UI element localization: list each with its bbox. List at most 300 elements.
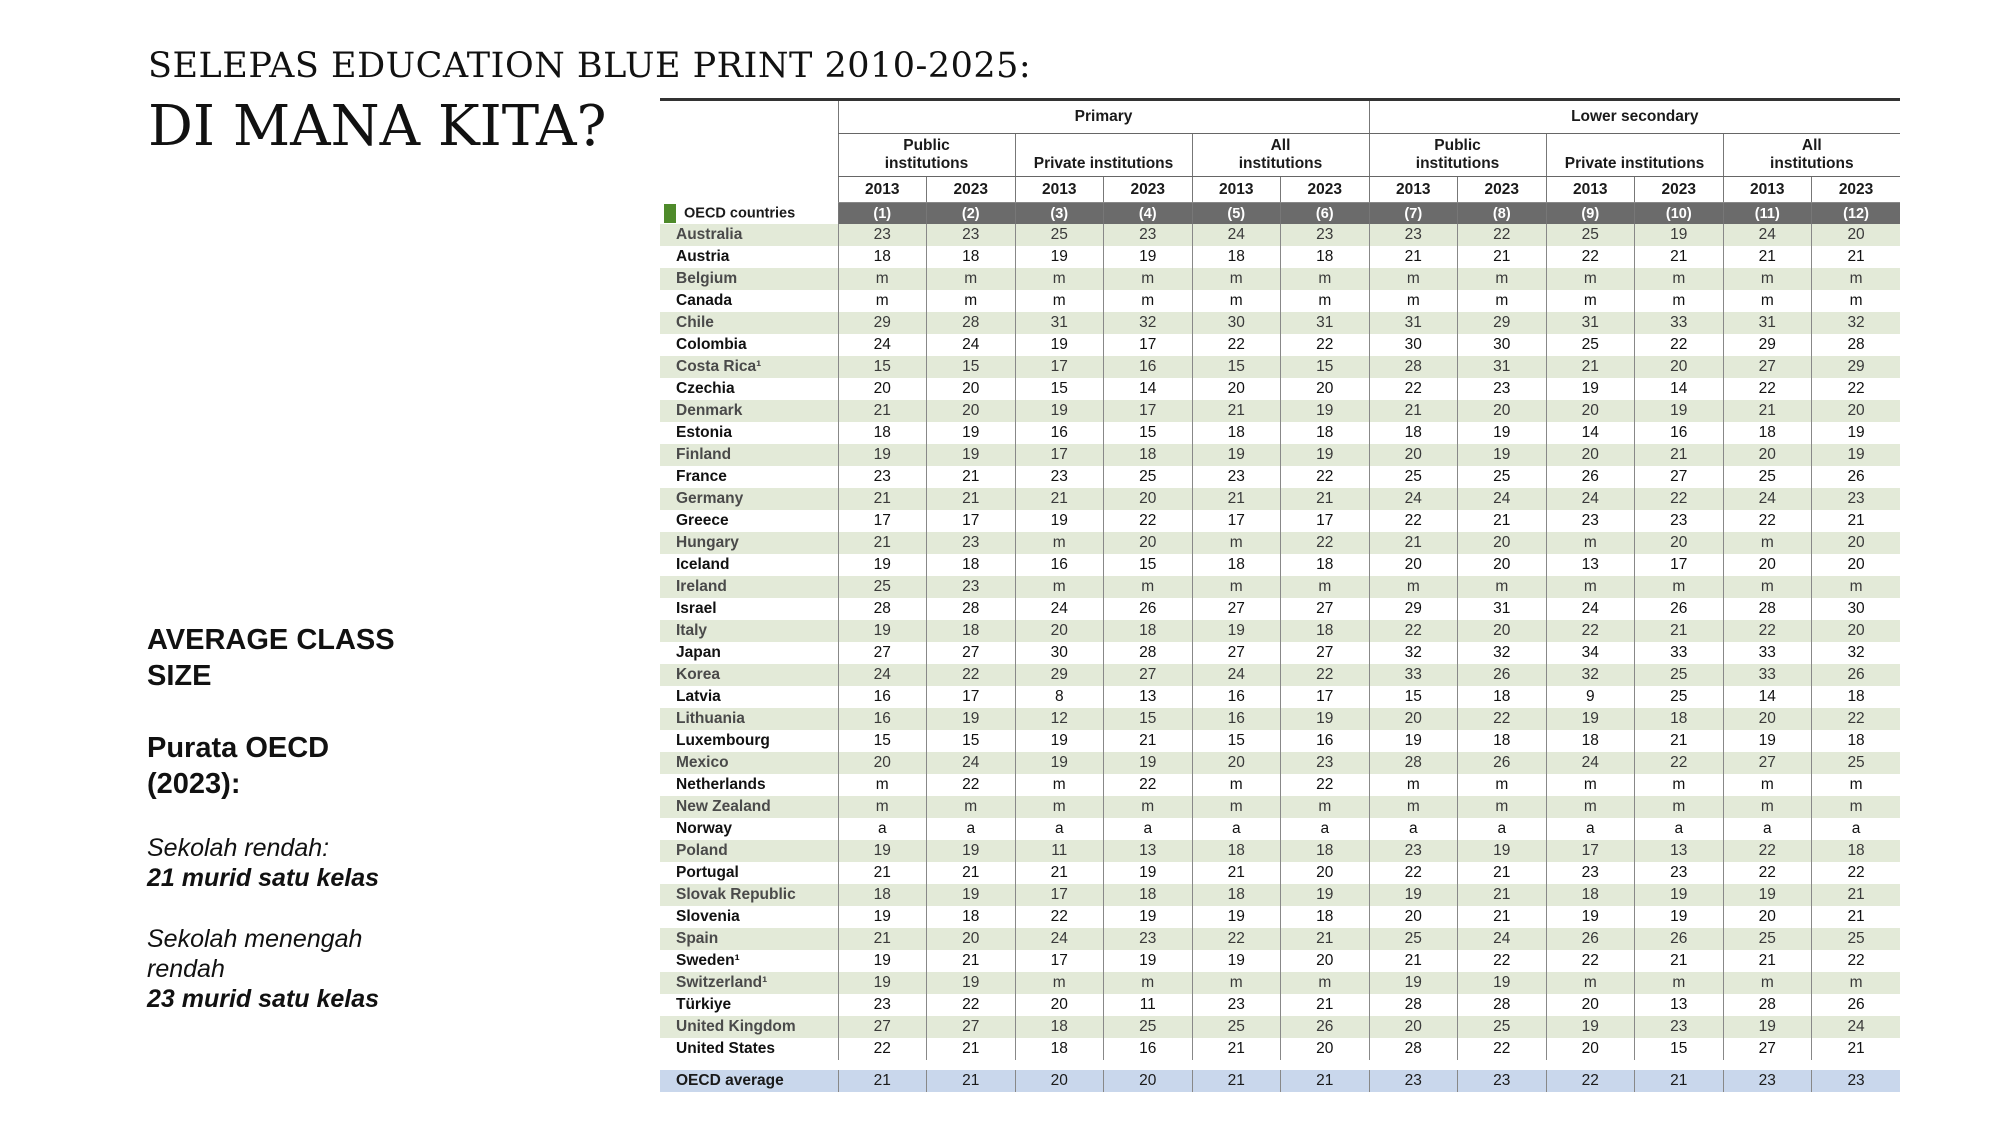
table-cell: 22 <box>1723 378 1812 400</box>
table-cell: 19 <box>1458 972 1547 994</box>
table-cell: 24 <box>838 334 927 356</box>
table-cell: 22 <box>1369 620 1458 642</box>
table-cell: m <box>1546 774 1635 796</box>
table-cell: 18 <box>927 554 1016 576</box>
table-cell: 16 <box>838 686 927 708</box>
table-cell: 22 <box>1546 246 1635 268</box>
table-row <box>660 356 1900 378</box>
table-cell: 26 <box>1812 994 1901 1016</box>
table-cell: 27 <box>838 1016 927 1038</box>
table-cell: m <box>1369 576 1458 598</box>
table-cell: 20 <box>1015 620 1104 642</box>
table-cell: m <box>1281 796 1370 818</box>
table-cell: 18 <box>1369 422 1458 444</box>
average-cell: 20 <box>1015 1070 1104 1092</box>
table-cell: 19 <box>1812 422 1901 444</box>
table-cell: 18 <box>927 246 1016 268</box>
table-cell: 19 <box>1015 400 1104 422</box>
header-institution: Public institutions <box>838 134 1015 177</box>
table-cell: 15 <box>927 730 1016 752</box>
table-cell: 19 <box>1281 400 1370 422</box>
table-cell: 19 <box>1546 906 1635 928</box>
table-cell: 21 <box>838 862 927 884</box>
table-cell: 21 <box>1812 510 1901 532</box>
table-cell: 23 <box>1546 862 1635 884</box>
country-name: Türkiye <box>660 994 838 1016</box>
table-cell: 20 <box>1723 708 1812 730</box>
table-cell: m <box>1546 972 1635 994</box>
table-cell: 17 <box>1281 686 1370 708</box>
table-cell: 31 <box>1015 312 1104 334</box>
table-cell: 20 <box>1458 620 1547 642</box>
table-cell: 22 <box>1723 862 1812 884</box>
table-cell: 17 <box>1281 510 1370 532</box>
oecd-average-label-line2: (2023): <box>147 768 241 800</box>
table-cell: 33 <box>1723 642 1812 664</box>
table-cell: 21 <box>1104 730 1193 752</box>
table-cell: m <box>1458 268 1547 290</box>
country-name: Canada <box>660 290 838 312</box>
table-cell: 21 <box>1812 246 1901 268</box>
table-cell: 30 <box>1192 312 1281 334</box>
table-cell: 19 <box>838 620 927 642</box>
column-number: (7) <box>1369 203 1458 225</box>
table-row <box>660 290 1900 312</box>
table-cell: m <box>1812 972 1901 994</box>
table-cell: 28 <box>1723 994 1812 1016</box>
country-name: Spain <box>660 928 838 950</box>
table-cell: 27 <box>1192 598 1281 620</box>
year-header: 2013 <box>1723 177 1812 203</box>
year-header: 2023 <box>1281 177 1370 203</box>
table-cell: 22 <box>1281 532 1370 554</box>
table-cell: 22 <box>1281 466 1370 488</box>
table-cell: 24 <box>1015 928 1104 950</box>
table-cell: 23 <box>1812 488 1901 510</box>
table-cell: 30 <box>1015 642 1104 664</box>
table-cell: 17 <box>927 510 1016 532</box>
table-cell: 21 <box>1723 400 1812 422</box>
table-cell: 20 <box>927 928 1016 950</box>
table-cell: 22 <box>1458 950 1547 972</box>
year-header: 2013 <box>1015 177 1104 203</box>
class-size-table-container <box>660 98 1900 1092</box>
table-cell: m <box>838 796 927 818</box>
table-cell: 28 <box>1458 994 1547 1016</box>
table-row <box>660 752 1900 774</box>
country-name: Switzerland¹ <box>660 972 838 994</box>
table-cell: 13 <box>1635 994 1724 1016</box>
table-cell: 18 <box>927 906 1016 928</box>
table-row <box>660 818 1900 840</box>
table-cell: m <box>1635 774 1724 796</box>
table-cell: 22 <box>1812 862 1901 884</box>
table-cell: 25 <box>1635 664 1724 686</box>
table-row <box>660 730 1900 752</box>
table-cell: 24 <box>1812 1016 1901 1038</box>
table-cell: 23 <box>927 576 1016 598</box>
table-cell: 23 <box>1281 752 1370 774</box>
table-cell: 29 <box>1458 312 1547 334</box>
table-cell: 25 <box>1104 466 1193 488</box>
table-cell: 23 <box>1635 862 1724 884</box>
table-cell: 31 <box>1369 312 1458 334</box>
table-cell: 28 <box>927 598 1016 620</box>
table-cell: 21 <box>1369 400 1458 422</box>
table-cell: 18 <box>1015 1016 1104 1038</box>
average-cell: 21 <box>838 1070 927 1092</box>
table-cell: 30 <box>1369 334 1458 356</box>
table-cell: 16 <box>1192 686 1281 708</box>
table-cell: 22 <box>1015 906 1104 928</box>
table-cell: 14 <box>1104 378 1193 400</box>
lower-secondary-value: 23 murid satu kelas <box>147 985 380 1013</box>
table-cell: 19 <box>1635 400 1724 422</box>
country-name: Luxembourg <box>660 730 838 752</box>
table-cell: 26 <box>1635 928 1724 950</box>
summary-heading-line1: AVERAGE CLASS <box>147 624 395 656</box>
country-name: Lithuania <box>660 708 838 730</box>
table-cell: 19 <box>1635 906 1724 928</box>
table-cell: 26 <box>1635 598 1724 620</box>
table-cell: 25 <box>1104 1016 1193 1038</box>
table-cell: 20 <box>1812 224 1901 246</box>
table-cell: 19 <box>1369 972 1458 994</box>
table-cell: 23 <box>927 224 1016 246</box>
table-cell: 25 <box>838 576 927 598</box>
primary-school-label: Sekolah rendah: <box>147 834 330 862</box>
table-cell: 21 <box>838 532 927 554</box>
table-cell: 19 <box>1281 884 1370 906</box>
table-cell: 18 <box>1812 840 1901 862</box>
table-cell: m <box>1458 576 1547 598</box>
country-name: Hungary <box>660 532 838 554</box>
table-row <box>660 378 1900 400</box>
table-cell: 25 <box>1458 466 1547 488</box>
table-cell: m <box>1812 774 1901 796</box>
table-cell: 30 <box>1812 598 1901 620</box>
table-cell: 29 <box>838 312 927 334</box>
table-cell: 21 <box>1281 994 1370 1016</box>
country-name: Australia <box>660 224 838 246</box>
table-cell: 22 <box>1458 224 1547 246</box>
column-number: (9) <box>1546 203 1635 225</box>
table-cell: 19 <box>927 840 1016 862</box>
table-cell: 20 <box>1015 994 1104 1016</box>
table-cell: m <box>1812 290 1901 312</box>
table-cell: 20 <box>1281 378 1370 400</box>
table-cell: m <box>1192 290 1281 312</box>
table-cell: 29 <box>1723 334 1812 356</box>
table-cell: 27 <box>1104 664 1193 686</box>
table-cell: 23 <box>1192 994 1281 1016</box>
table-cell: a <box>1369 818 1458 840</box>
table-cell: m <box>1723 290 1812 312</box>
lower-secondary-label-line2: rendah <box>147 955 225 983</box>
table-row <box>660 554 1900 576</box>
table-cell: 26 <box>1812 664 1901 686</box>
table-cell: m <box>838 290 927 312</box>
table-cell: 15 <box>838 730 927 752</box>
table-cell: 18 <box>1104 884 1193 906</box>
summary-panel <box>147 622 447 1014</box>
table-cell: m <box>1281 290 1370 312</box>
table-cell: m <box>1635 268 1724 290</box>
table-cell: m <box>1546 268 1635 290</box>
table-cell: 9 <box>1546 686 1635 708</box>
table-cell: m <box>1104 972 1193 994</box>
country-name: Korea <box>660 664 838 686</box>
year-header: 2023 <box>1458 177 1547 203</box>
table-cell: 8 <box>1015 686 1104 708</box>
table-cell: m <box>1723 576 1812 598</box>
table-cell: 18 <box>1015 1038 1104 1060</box>
oecd-average-label-line1: Purata OECD <box>147 732 330 764</box>
table-cell: 21 <box>927 1038 1016 1060</box>
header-institution: Public institutions <box>1369 134 1546 177</box>
country-name: Slovenia <box>660 906 838 928</box>
table-cell: m <box>1635 290 1724 312</box>
table-cell: 23 <box>1192 466 1281 488</box>
table-row <box>660 422 1900 444</box>
table-row <box>660 774 1900 796</box>
table-cell: 20 <box>1546 1038 1635 1060</box>
country-name: Iceland <box>660 554 838 576</box>
column-number: (6) <box>1281 203 1370 225</box>
header-institution: All institutions <box>1723 134 1900 177</box>
average-cell: 21 <box>927 1070 1016 1092</box>
table-cell: 23 <box>1104 224 1193 246</box>
country-name: Latvia <box>660 686 838 708</box>
table-cell: 18 <box>1192 246 1281 268</box>
table-cell: 32 <box>1812 642 1901 664</box>
table-cell: 11 <box>1104 994 1193 1016</box>
table-cell: 13 <box>1546 554 1635 576</box>
table-row <box>660 466 1900 488</box>
table-cell: 27 <box>1635 466 1724 488</box>
table-cell: 25 <box>1546 334 1635 356</box>
table-cell: 21 <box>838 928 927 950</box>
table-cell: 20 <box>1281 862 1370 884</box>
table-cell: 21 <box>1458 906 1547 928</box>
year-header: 2023 <box>927 177 1016 203</box>
table-cell: 22 <box>1812 708 1901 730</box>
table-row <box>660 444 1900 466</box>
table-cell: 19 <box>838 444 927 466</box>
table-row <box>660 312 1900 334</box>
table-row <box>660 906 1900 928</box>
table-cell: 24 <box>1458 488 1547 510</box>
table-cell: 19 <box>1015 730 1104 752</box>
year-header: 2023 <box>1635 177 1724 203</box>
table-cell: 15 <box>838 356 927 378</box>
table-cell: m <box>1104 796 1193 818</box>
table-cell: 15 <box>1104 554 1193 576</box>
country-name: Israel <box>660 598 838 620</box>
table-cell: 19 <box>838 554 927 576</box>
year-header: 2023 <box>1104 177 1193 203</box>
table-cell: m <box>1635 972 1724 994</box>
table-cell: 18 <box>1192 884 1281 906</box>
table-cell: 19 <box>927 972 1016 994</box>
table-cell: 18 <box>838 884 927 906</box>
table-cell: 19 <box>1015 246 1104 268</box>
table-cell: 27 <box>927 1016 1016 1038</box>
column-number: (4) <box>1104 203 1193 225</box>
table-cell: 19 <box>1546 1016 1635 1038</box>
table-cell: m <box>1192 796 1281 818</box>
table-cell: 17 <box>1104 400 1193 422</box>
table-cell: m <box>1104 290 1193 312</box>
table-cell: 19 <box>1192 906 1281 928</box>
table-cell: 24 <box>927 334 1016 356</box>
table-cell: 27 <box>838 642 927 664</box>
table-row <box>660 488 1900 510</box>
table-cell: 15 <box>1104 708 1193 730</box>
year-header: 2023 <box>1812 177 1901 203</box>
table-cell: 19 <box>1458 422 1547 444</box>
table-cell: m <box>1015 268 1104 290</box>
table-cell: 19 <box>1635 224 1724 246</box>
table-cell: 32 <box>1812 312 1901 334</box>
table-cell: m <box>1369 796 1458 818</box>
table-cell: 18 <box>1281 422 1370 444</box>
table-cell: m <box>1723 532 1812 554</box>
table-cell: 21 <box>1635 730 1724 752</box>
table-cell: 20 <box>1812 400 1901 422</box>
table-cell: 24 <box>1192 664 1281 686</box>
table-cell: 19 <box>1104 950 1193 972</box>
table-cell: 18 <box>1546 884 1635 906</box>
table-cell: 31 <box>1458 356 1547 378</box>
table-cell: 29 <box>1015 664 1104 686</box>
table-row <box>660 796 1900 818</box>
table-cell: 23 <box>838 224 927 246</box>
table-cell: 21 <box>1015 862 1104 884</box>
table-cell: 19 <box>1546 708 1635 730</box>
table-cell: m <box>1635 576 1724 598</box>
table-cell: 21 <box>1015 488 1104 510</box>
table-cell: 16 <box>1104 1038 1193 1060</box>
table-cell: 23 <box>1015 466 1104 488</box>
table-row <box>660 620 1900 642</box>
table-cell: 17 <box>838 510 927 532</box>
column-number: (8) <box>1458 203 1547 225</box>
table-cell: 20 <box>1104 532 1193 554</box>
table-cell: 21 <box>1635 444 1724 466</box>
table-cell: 27 <box>1723 752 1812 774</box>
table-cell: 18 <box>1546 730 1635 752</box>
table-cell: 21 <box>1369 532 1458 554</box>
table-cell: 34 <box>1546 642 1635 664</box>
table-cell: 18 <box>1192 554 1281 576</box>
oecd-average-row <box>660 1070 1900 1092</box>
country-name: Italy <box>660 620 838 642</box>
country-name: Belgium <box>660 268 838 290</box>
table-cell: 18 <box>1281 906 1370 928</box>
table-cell: 20 <box>1723 444 1812 466</box>
table-cell: a <box>1546 818 1635 840</box>
table-cell: 17 <box>1015 444 1104 466</box>
table-cell: 19 <box>1635 884 1724 906</box>
table-row <box>660 1038 1900 1060</box>
table-cell: m <box>1015 576 1104 598</box>
table-cell: 24 <box>927 752 1016 774</box>
table-cell: 21 <box>1192 862 1281 884</box>
table-row <box>660 928 1900 950</box>
table-cell: 20 <box>1369 554 1458 576</box>
table-cell: 31 <box>1281 312 1370 334</box>
table-cell: 28 <box>1812 334 1901 356</box>
table-cell: 29 <box>1812 356 1901 378</box>
average-cell: 23 <box>1812 1070 1901 1092</box>
table-cell: 21 <box>1458 884 1547 906</box>
table-cell: 22 <box>1369 862 1458 884</box>
table-cell: 16 <box>1104 356 1193 378</box>
table-cell: 20 <box>1192 378 1281 400</box>
table-row <box>660 268 1900 290</box>
average-label: OECD average <box>660 1070 838 1092</box>
table-cell: 18 <box>1104 620 1193 642</box>
table-cell: 22 <box>1281 774 1370 796</box>
table-cell: 24 <box>1546 598 1635 620</box>
table-cell: 33 <box>1723 664 1812 686</box>
table-cell: a <box>1192 818 1281 840</box>
table-cell: 31 <box>1723 312 1812 334</box>
table-cell: 21 <box>1812 1038 1901 1060</box>
table-cell: 22 <box>838 1038 927 1060</box>
table-cell: 17 <box>1104 334 1193 356</box>
table-cell: 22 <box>1104 774 1193 796</box>
table-cell: 24 <box>1458 928 1547 950</box>
table-cell: 28 <box>1723 598 1812 620</box>
column-number: (5) <box>1192 203 1281 225</box>
table-cell: 19 <box>927 708 1016 730</box>
table-cell: 27 <box>1281 598 1370 620</box>
table-cell: 20 <box>1723 906 1812 928</box>
table-cell: 19 <box>1369 884 1458 906</box>
year-header: 2013 <box>1192 177 1281 203</box>
table-row <box>660 510 1900 532</box>
table-cell: 20 <box>1369 708 1458 730</box>
table-row <box>660 598 1900 620</box>
table-cell: 22 <box>1546 950 1635 972</box>
column-number: (1) <box>838 203 927 225</box>
country-name: Japan <box>660 642 838 664</box>
table-cell: 12 <box>1015 708 1104 730</box>
table-cell: 18 <box>1281 620 1370 642</box>
table-cell: 33 <box>1635 642 1724 664</box>
table-cell: m <box>1546 576 1635 598</box>
table-cell: m <box>1369 268 1458 290</box>
table-cell: 19 <box>1723 884 1812 906</box>
table-cell: 21 <box>1458 246 1547 268</box>
table-cell: m <box>1369 290 1458 312</box>
country-name: Portugal <box>660 862 838 884</box>
table-cell: m <box>927 796 1016 818</box>
table-cell: 19 <box>1458 444 1547 466</box>
table-cell: 21 <box>927 466 1016 488</box>
table-cell: 14 <box>1723 686 1812 708</box>
average-cell: 21 <box>1635 1070 1724 1092</box>
column-number: (11) <box>1723 203 1812 225</box>
table-cell: 15 <box>1635 1038 1724 1060</box>
table-cell: 18 <box>1281 554 1370 576</box>
country-name: Sweden¹ <box>660 950 838 972</box>
table-cell: m <box>1015 796 1104 818</box>
table-cell: 26 <box>1812 466 1901 488</box>
table-cell: m <box>1458 796 1547 818</box>
